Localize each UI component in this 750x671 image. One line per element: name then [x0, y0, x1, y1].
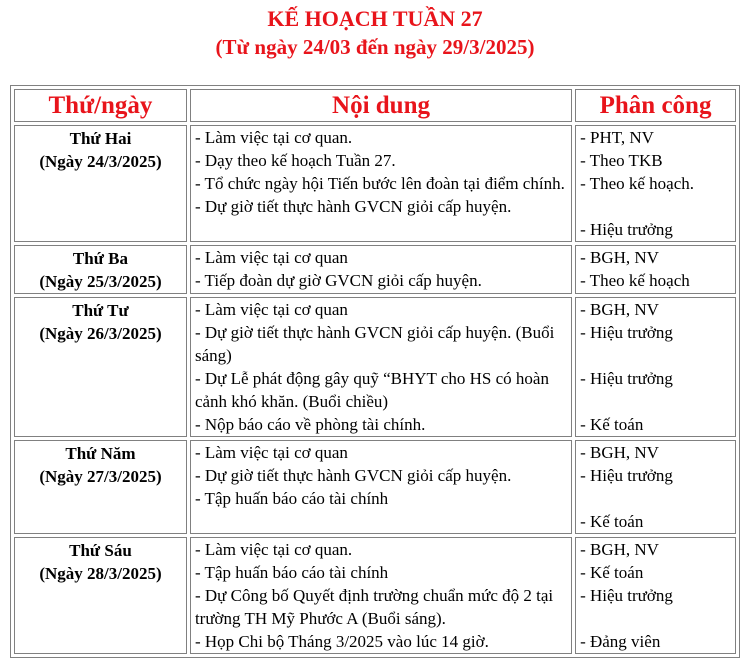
assignment-item: - Kế toán — [580, 512, 644, 531]
assignment-item: - Đảng viên — [580, 632, 661, 651]
page-subtitle: (Từ ngày 24/03 đến ngày 29/3/2025) — [215, 35, 535, 59]
day-cell — [14, 297, 187, 437]
content-item: - Nộp báo cáo về phòng tài chính. — [194, 415, 426, 434]
assignment-item: - Theo kế hoạch — [580, 271, 690, 290]
content-item: - Dự Lễ phát động gây quỹ “BHYT cho HS có hoàn cảnh khó khăn. (Buổi chiều) — [194, 369, 554, 411]
content-item: - Tập huấn báo cáo tài chính — [194, 489, 389, 508]
assignment-item: - PHT, NV — [580, 128, 654, 147]
assignment-item: - Kế toán — [580, 563, 644, 582]
content-cell — [190, 297, 572, 437]
content-cell — [190, 245, 572, 294]
content-item: - Dự Công bố Quyết định trường chuẩn mức độ 2 tại trường TH Mỹ Phước A (Buổi sáng). — [194, 586, 558, 628]
table-row — [14, 537, 736, 654]
content-item: - Tiếp đoàn dự giờ GVCN giỏi cấp huyện. — [194, 271, 482, 290]
assignment-item: - BGH, NV — [580, 540, 659, 559]
content-item: - Tập huấn báo cáo tài chính — [194, 563, 389, 582]
assignment-item — [580, 390, 731, 413]
assignment-item: - BGH, NV — [580, 443, 659, 462]
table-header-row — [14, 89, 736, 122]
content-item: - Tổ chức ngày hội Tiến bước lên đoàn tại điểm chính. — [194, 174, 565, 193]
content-item: - Làm việc tại cơ quan — [194, 443, 348, 462]
day-name: Thứ Sáu — [69, 541, 132, 560]
day-cell — [14, 537, 187, 654]
assignment-item — [580, 344, 731, 367]
day-cell — [14, 440, 187, 534]
day-cell — [14, 245, 187, 294]
page-title: KẾ HOẠCH TUẦN 27 — [267, 6, 483, 31]
assignment-item: - BGH, NV — [580, 248, 659, 267]
assignment-cell — [575, 537, 736, 654]
assignment-item: - BGH, NV — [580, 300, 659, 319]
assignment-cell — [575, 440, 736, 534]
assignment-item: - Theo kế hoạch. — [580, 174, 694, 193]
assignment-item: - Hiệu trưởng — [580, 466, 673, 485]
day-name: Thứ Hai — [69, 129, 132, 148]
weekly-plan-table — [10, 85, 740, 658]
table-row — [14, 245, 736, 294]
assignment-item: - Hiệu trưởng — [580, 220, 673, 239]
assignment-item: - Hiệu trưởng — [580, 323, 673, 342]
content-cell — [190, 537, 572, 654]
assignment-cell — [575, 297, 736, 437]
column-header-assignment: Phân công — [575, 89, 736, 122]
day-date: (Ngày 26/3/2025) — [39, 324, 162, 343]
table-row — [14, 440, 736, 534]
content-item: - Họp Chi bộ Tháng 3/2025 vào lúc 14 giờ. — [194, 632, 489, 651]
table-row — [14, 125, 736, 242]
assignment-item — [580, 487, 731, 510]
column-header-day: Thứ/ngày — [14, 89, 187, 122]
day-name: Thứ Năm — [65, 444, 136, 463]
assignment-item: - Hiệu trưởng — [580, 369, 673, 388]
assignment-item: - Theo TKB — [580, 151, 663, 170]
content-item: - Làm việc tại cơ quan — [194, 300, 348, 319]
content-cell — [190, 125, 572, 242]
day-date: (Ngày 28/3/2025) — [39, 564, 162, 583]
assignment-cell — [575, 125, 736, 242]
assignment-item: - Hiệu trưởng — [580, 586, 673, 605]
day-date: (Ngày 27/3/2025) — [39, 467, 162, 486]
table-body — [14, 125, 736, 654]
content-item: - Làm việc tại cơ quan. — [194, 128, 353, 147]
assignment-cell — [575, 245, 736, 294]
content-item: - Làm việc tại cơ quan — [194, 248, 348, 267]
content-item: - Dự giờ tiết thực hành GVCN giỏi cấp huyện. — [194, 197, 512, 216]
content-cell — [190, 440, 572, 534]
content-item: - Dự giờ tiết thực hành GVCN giỏi cấp huyện. (Buổi sáng) — [194, 323, 559, 365]
assignment-item: - Kế toán — [580, 415, 644, 434]
day-name: Thứ Tư — [72, 301, 129, 320]
day-date: (Ngày 25/3/2025) — [39, 272, 162, 291]
assignment-item — [580, 195, 731, 218]
content-item: - Dạy theo kế hoạch Tuần 27. — [194, 151, 396, 170]
day-cell — [14, 125, 187, 242]
assignment-item — [580, 607, 731, 630]
day-date: (Ngày 24/3/2025) — [39, 152, 162, 171]
content-item: - Dự giờ tiết thực hành GVCN giỏi cấp huyện. — [194, 466, 512, 485]
table-row — [14, 297, 736, 437]
column-header-content: Nội dung — [190, 89, 572, 122]
day-name: Thứ Ba — [72, 249, 129, 268]
content-item: - Làm việc tại cơ quan. — [194, 540, 353, 559]
